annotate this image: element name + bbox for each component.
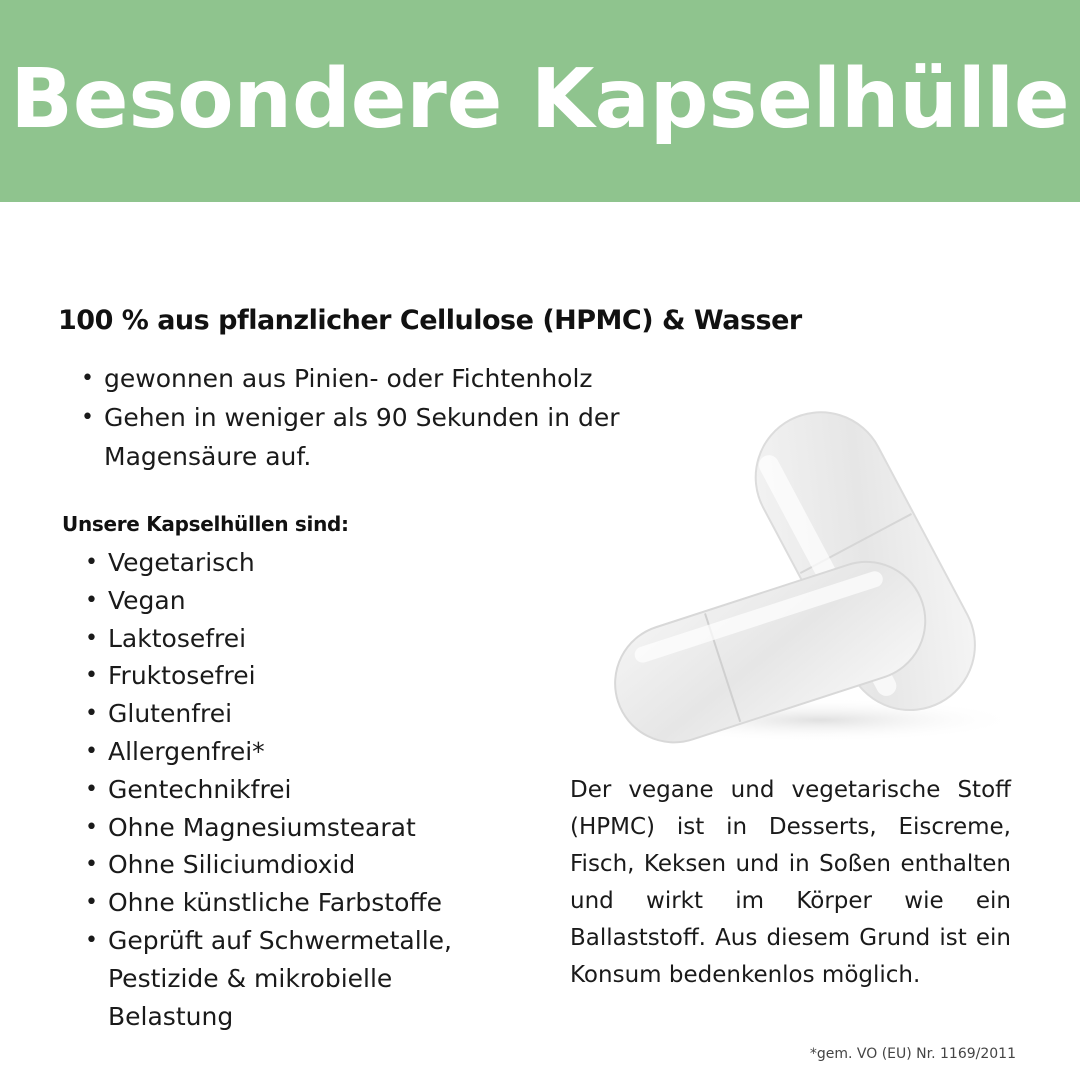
info-paragraph: Der vegane und vegetarische Stoff (HPMC) ist in Desserts, Eiscreme, Fisch, Keksen und in Soßen enthalten und wirkt im Körper wie ein Ballaststoff. Aus diesem Grund ist ein Konsum bedenkenlos möglich. [570,777,1011,988]
list-item: • Vegetarisch [85,548,255,577]
list-item: • Gehen in weniger als 90 Sekunden in der Magensäure auf. [81,403,620,471]
material-list [81,359,684,476]
capsules-icon [600,390,1020,750]
list-item: • Fruktosefrei [85,661,256,691]
list-item: • Ohne Magnesiumstearat [85,812,416,842]
list-item: • Geprüft auf Schwermetalle, Pestizide & mikrobielle Belastung [85,925,452,1031]
list-item: • Ohne Siliciumdioxid [85,850,356,880]
page-title: Besondere Kapselhülle [10,52,1070,147]
list-item: • Laktosefrei [85,623,247,653]
properties-title: Unsere Kapselhüllen sind: [62,512,349,536]
subheading: 100 % aus pflanzlicher Cellulose (HPMC) & Wasser [58,305,802,336]
list-item: • Ohne künstliche Farbstoffe [85,888,443,918]
list-item: • Gentechnikfrei [85,774,292,804]
list-item: • Allergenfrei* [85,736,265,766]
list-item: • Glutenfrei [85,699,233,729]
list-item: • Vegan [85,585,186,615]
list-item: • gewonnen aus Pinien- oder Fichtenholz [81,364,593,393]
properties-list [85,544,528,1035]
header-banner [0,0,1080,202]
footnote: *gem. VO (EU) Nr. 1169/2011 [809,1046,1016,1062]
